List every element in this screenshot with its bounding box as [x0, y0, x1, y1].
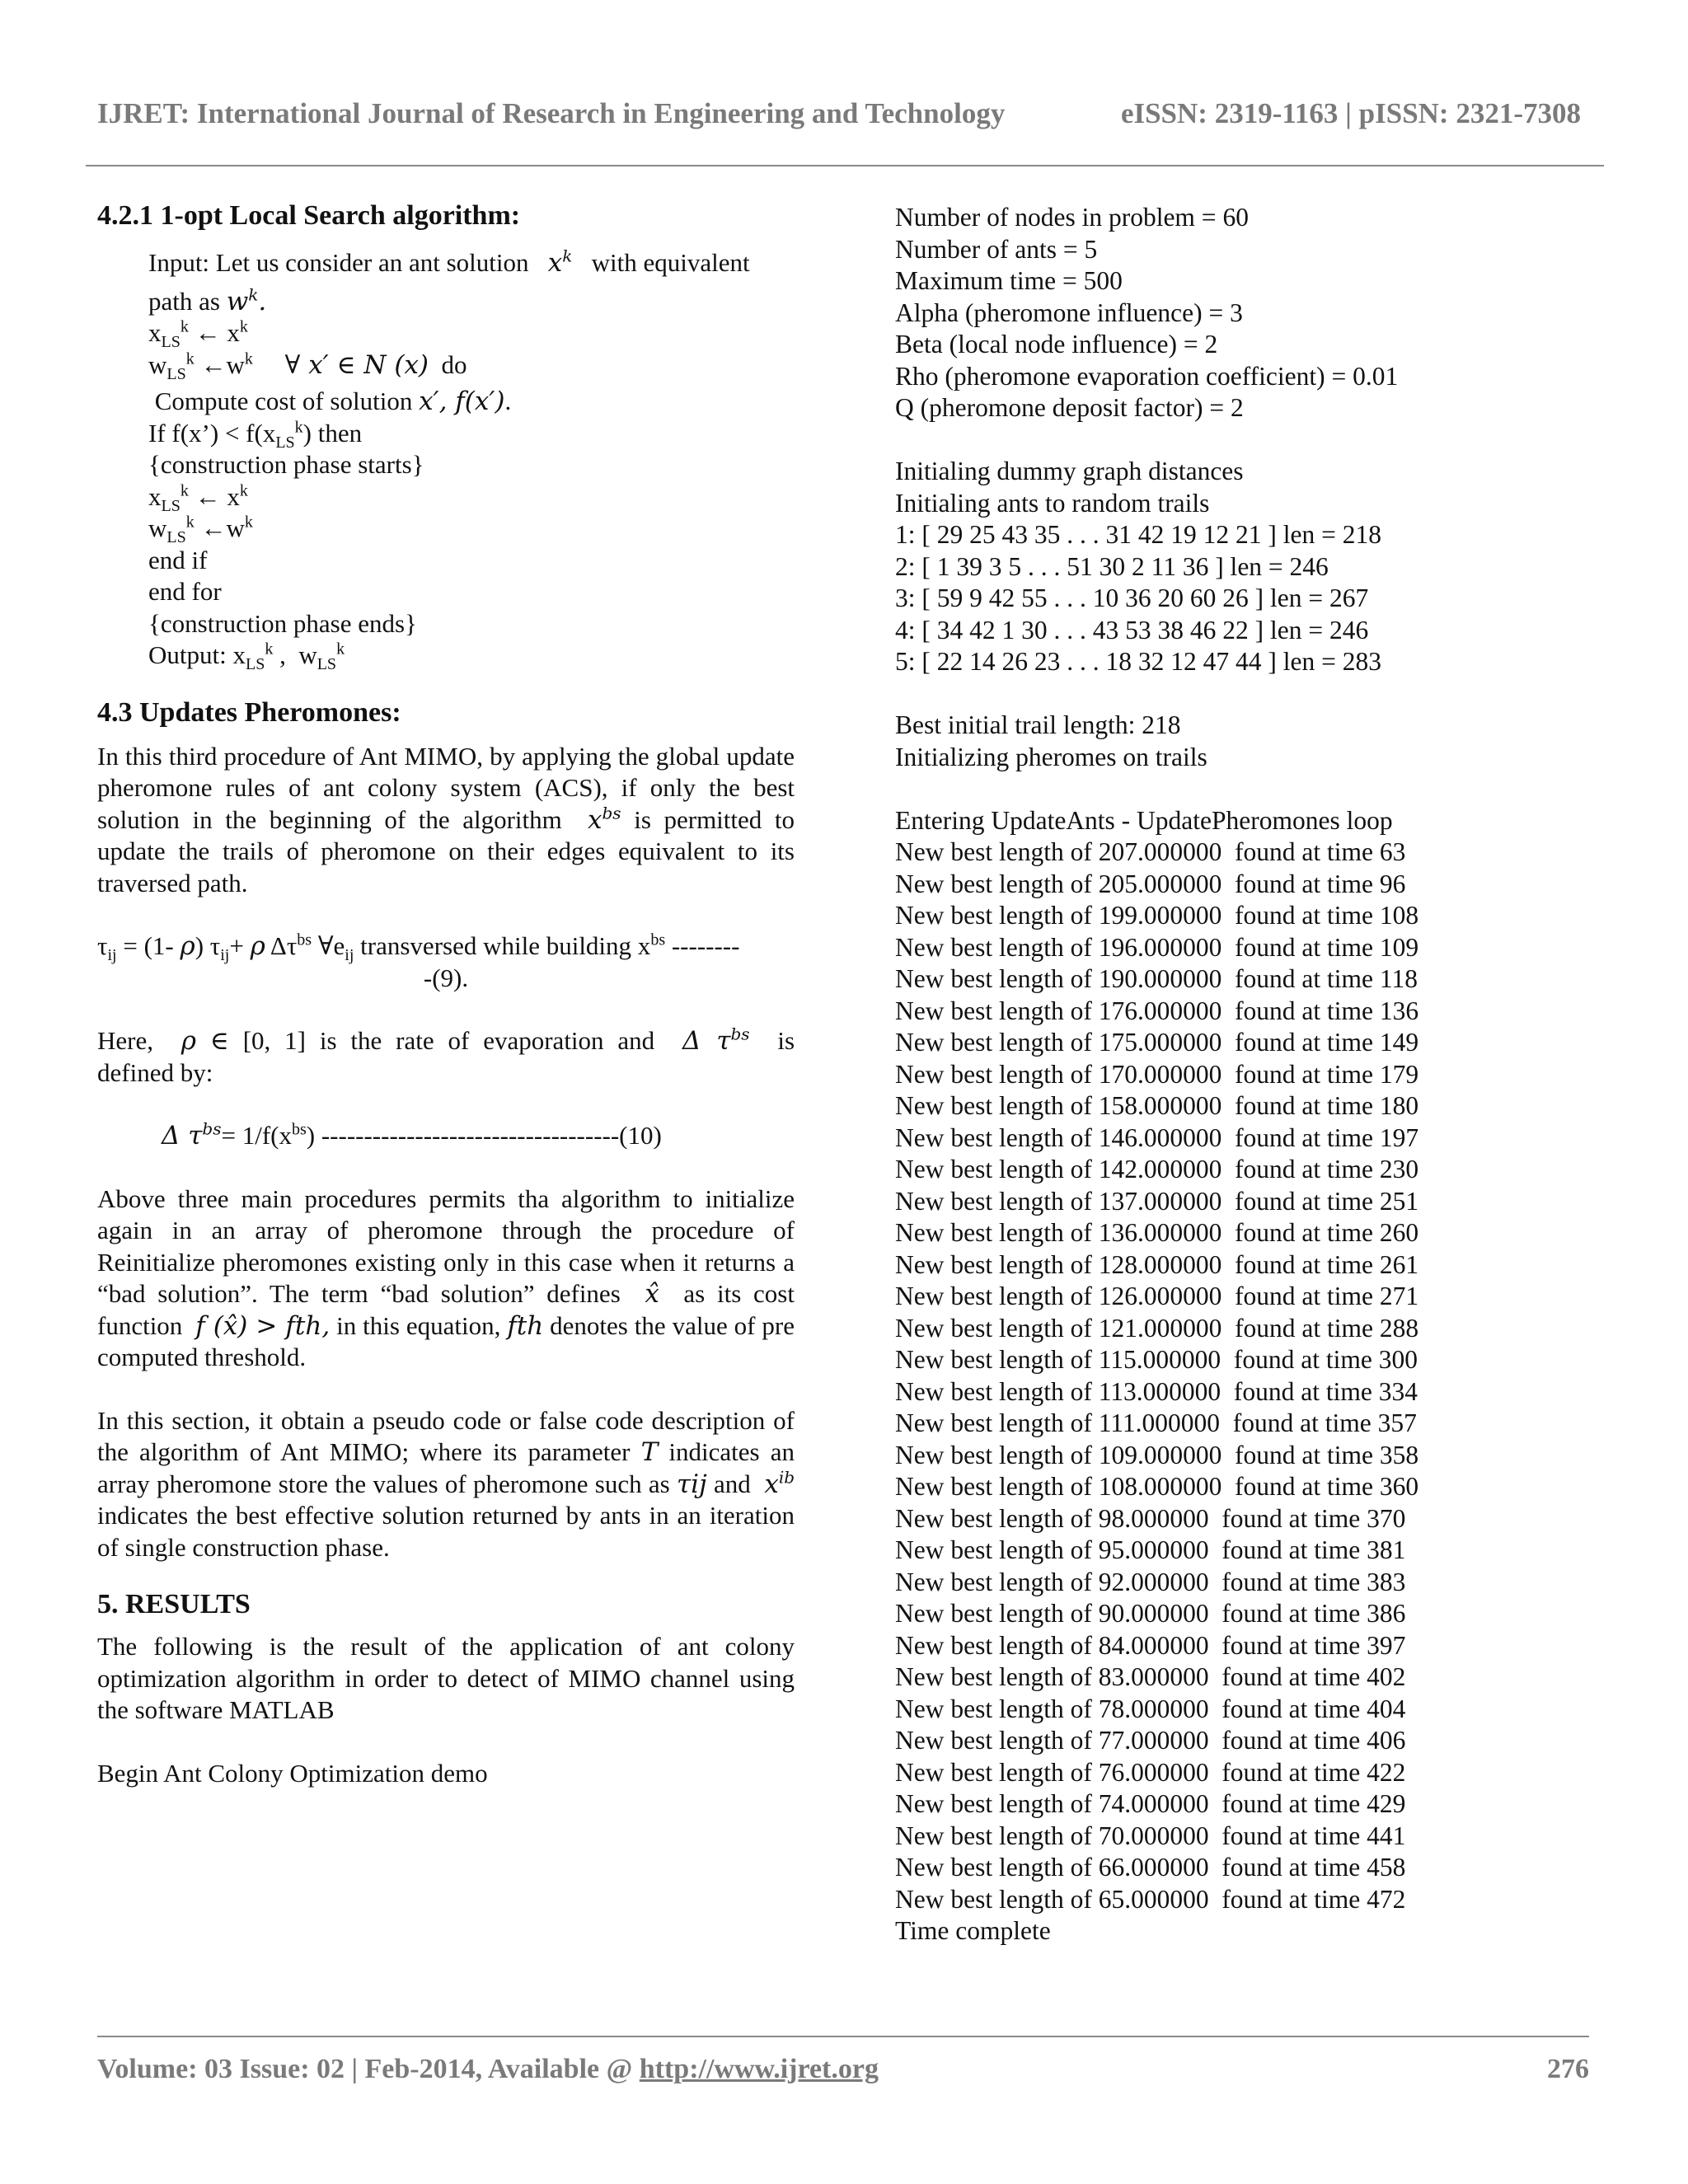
loop-line: New best length of 113.000000 found at time 334 — [895, 1376, 1418, 1406]
trail-line: 5: [ 22 14 26 23 . . . 18 32 12 47 44 ] len = 283 — [895, 647, 1381, 676]
trail-line: 1: [ 29 25 43 35 . . . 31 42 19 12 21 ] len = 218 — [895, 520, 1381, 549]
algo-output: Output: $x_{LS}^k$ , $w_{LS}^k$ — [148, 640, 345, 674]
loop-line: New best length of 84.000000 found at time 397 — [895, 1630, 1406, 1660]
param-line: Maximum time = 500 — [895, 266, 1123, 295]
trail-line: 3: [ 59 9 42 55 . . . 10 36 20 60 26 ] len = 267 — [895, 583, 1369, 612]
equation-9-number: -(9). — [423, 963, 469, 992]
algo-input-line: Input: Let us consider an ant solution $x^k$ with equivalent — [148, 246, 750, 278]
pseudo-code-paragraph: In this section, it obtain a pseudo code or false code description of the algorithm of Ant MIMO; where its parameter T indicates an array pheromone store the values of pheromone such as τij and $x^{ib}$ indicates the best effective solution returned by ants in an iteration of single construction phase. — [97, 1405, 795, 1562]
param-line: Alpha (pheromone influence) = 3 — [895, 298, 1243, 327]
left-column — [97, 198, 795, 1789]
algo-assign-x: $x_{LS}^k$ ← $x^k$ — [148, 317, 248, 352]
algo-assign-w: $w_{LS}^k$ $\leftarrow w^k$ ∀ x′ ∈ N (x) do — [148, 349, 467, 383]
journal-title: IJRET: International Journal of Research in Engineering and Technology — [97, 97, 1006, 129]
equation-9: $\tau_{ij} = (1-$ ρ) $\tau_{ij}+ \rho$ $\Delta\tau^{bs}$ $\forall e_{ij}$ transversed while building $x^{bs}$ -------- — [97, 930, 740, 965]
loop-line: Entering UpdateAnts - UpdatePheromones loop — [895, 805, 1393, 835]
best-block — [895, 710, 1571, 773]
local-search-algorithm — [148, 247, 795, 672]
loop-line: New best length of 142.000000 found at time 230 — [895, 1155, 1419, 1183]
best-line: Best initial trail length: 218 — [895, 710, 1181, 739]
loop-line: New best length of 66.000000 found at time 458 — [895, 1853, 1406, 1882]
loop-line: New best length of 76.000000 found at time 422 — [895, 1757, 1406, 1787]
bad-solution-paragraph: Above three main procedures permits tha algorithm to initialize again in an array of pheromone through the procedure of Reinitialize pheromones existing only in this case when it returns a “bad solution”. The term “bad solution” defines x̂ as its cost function f (x̂) > fth, in this equation, fth denotes the value of pre computed threshold. — [97, 1183, 795, 1371]
loop-line: New best length of 158.000000 found at time 180 — [895, 1091, 1419, 1120]
loop-line: New best length of 207.000000 found at time 63 — [895, 837, 1406, 866]
section-421-heading: 4.2.1 1-opt Local Search algorithm: — [97, 200, 521, 231]
loop-line: New best length of 170.000000 found at time 179 — [895, 1059, 1419, 1089]
here-paragraph: Here, ρ ∈ [0, 1] is the rate of evaporation and Δ $\tau^{bs}$ is — [97, 1024, 795, 1056]
loop-line: New best length of 92.000000 found at time 383 — [895, 1567, 1406, 1596]
loop-line: New best length of 175.000000 found at time 149 — [895, 1028, 1419, 1057]
page-footer — [97, 2054, 1589, 2085]
params-block — [895, 202, 1571, 424]
loop-line: New best length of 176.000000 found at time 136 — [895, 996, 1419, 1025]
equation-10: Δ $\tau^{bs}= 1/f(x^{bs})$ -----------------------------------(10) — [162, 1118, 662, 1151]
loop-line: New best length of 108.000000 found at time 360 — [895, 1472, 1419, 1501]
loop-line: New best length of 98.000000 found at time 370 — [895, 1503, 1406, 1533]
loop-line: New best length of 78.000000 found at time 404 — [895, 1694, 1406, 1723]
algo-assign-w2: $w_{LS}^k$ $\leftarrow w^k$ — [148, 513, 253, 547]
footer-rule — [97, 2036, 1589, 2037]
loop-line: New best length of 199.000000 found at time 108 — [895, 901, 1419, 930]
loop-line: New best length of 111.000000 found at time 357 — [895, 1408, 1417, 1437]
loop-line: New best length of 190.000000 found at time 118 — [895, 964, 1418, 993]
page-number: 276 — [1547, 2054, 1589, 2084]
trail-line: 2: [ 1 39 3 5 . . . 51 30 2 11 36 ] len = 246 — [895, 551, 1329, 581]
loop-line: New best length of 95.000000 found at time 381 — [895, 1535, 1406, 1564]
results-paragraph: The following is the result of the application of ant colony optimization algorithm in order to detect of MIMO channel using the software MATLAB — [97, 1632, 795, 1724]
param-line: Number of nodes in problem = 60 — [895, 203, 1249, 232]
best-line: Initializing pheromes on trails — [895, 742, 1207, 771]
pheromone-paragraph: In this third procedure of Ant MIMO, by applying the global update pheromone rules of ant colony system (ACS), if only the best solution in the beginning of the algorithm $x^{bs}$ is permitted to update the trails of pheromone on their edges equivalent to its traversed path. — [97, 741, 795, 898]
section-43-heading: 4.3 Updates Pheromones: — [97, 696, 401, 728]
loop-line: New best length of 205.000000 found at time 96 — [895, 869, 1406, 898]
loop-line: New best length of 70.000000 found at time 441 — [895, 1821, 1406, 1850]
param-line: Beta (local node influence) = 2 — [895, 330, 1218, 359]
loop-line: New best length of 83.000000 found at time 402 — [895, 1662, 1406, 1691]
page-header — [97, 97, 1581, 130]
loop-line: New best length of 115.000000 found at time 300 — [895, 1345, 1418, 1374]
algo-construction-start: {construction phase starts} — [148, 450, 424, 479]
loop-line: New best length of 128.000000 found at time 261 — [895, 1249, 1419, 1279]
init-block — [895, 456, 1571, 678]
loop-line: New best length of 196.000000 found at time 109 — [895, 932, 1419, 962]
param-line: Q (pheromone deposit factor) = 2 — [895, 393, 1244, 422]
loop-line: New best length of 121.000000 found at time 288 — [895, 1313, 1419, 1343]
init-line: Initialing ants to random trails — [895, 488, 1210, 518]
journal-link[interactable]: http://www.ijret.org — [639, 2054, 879, 2084]
loop-line: New best length of 146.000000 found at time 197 — [895, 1122, 1419, 1152]
algo-construction-end: {construction phase ends} — [148, 608, 417, 638]
section-5-heading: 5. RESULTS — [97, 1589, 251, 1619]
param-line: Number of ants = 5 — [895, 234, 1098, 264]
algo-path-line: path as $w^k$. — [148, 284, 267, 316]
algo-assign-x2: $x_{LS}^k$ ← $x^k$ — [148, 481, 248, 515]
here-paragraph-2: defined by: — [97, 1057, 213, 1087]
init-line: Initialing dummy graph distances — [895, 457, 1244, 485]
right-column — [895, 202, 1571, 1947]
loop-line: New best length of 77.000000 found at time 406 — [895, 1726, 1406, 1755]
header-rule — [86, 165, 1604, 166]
loop-line: New best length of 65.000000 found at time 472 — [895, 1884, 1406, 1914]
begin-demo-line: Begin Ant Colony Optimization demo — [97, 1758, 488, 1788]
algo-compute-line: Compute cost of solution x′, f(x′). — [154, 387, 512, 416]
loop-line: New best length of 109.000000 found at time 358 — [895, 1440, 1419, 1469]
time-complete-line: Time complete — [895, 1916, 1051, 1945]
footer-volume: Volume: 03 Issue: 02 | Feb-2014, Available @ http://www.ijret.org — [97, 2054, 879, 2084]
algo-if-line: If f(x’) < $f(x_{LS}^k)$ then — [148, 418, 363, 452]
param-line: Rho (pheromone evaporation coefficient) = 0.01 — [895, 361, 1399, 391]
issn-info: eISSN: 2319-1163 | pISSN: 2321-7308 — [1120, 97, 1581, 129]
loop-line: New best length of 137.000000 found at time 251 — [895, 1186, 1419, 1216]
loop-line: New best length of 74.000000 found at time 429 — [895, 1789, 1406, 1818]
trail-line: 4: [ 34 42 1 30 . . . 43 53 38 46 22 ] len = 246 — [895, 615, 1369, 644]
algo-end-for: end for — [148, 577, 222, 606]
loop-line: New best length of 126.000000 found at time 271 — [895, 1282, 1419, 1310]
loop-block — [895, 805, 1571, 1947]
loop-line: New best length of 136.000000 found at time 260 — [895, 1218, 1419, 1247]
algo-end-if: end if — [148, 545, 208, 574]
loop-line: New best length of 90.000000 found at time 386 — [895, 1599, 1406, 1628]
